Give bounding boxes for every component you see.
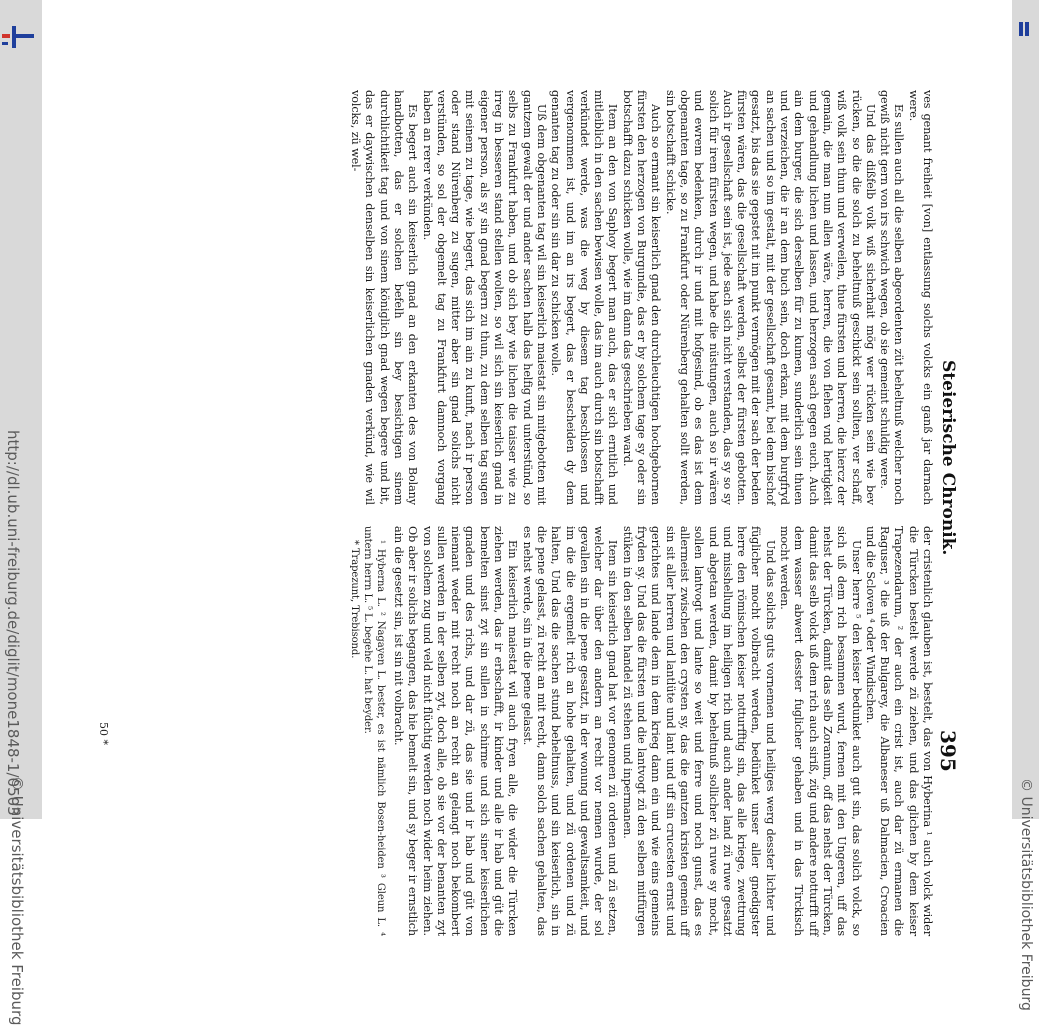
- footnotes: [348, 526, 387, 936]
- text-column-second: [348, 526, 934, 936]
- paragraph: Und das solichs guts vornemen und heiliges werg desster lichter und füglicher mocht volbracht werden, bedünket unser aller gnedigster herre den römischen keiser notturfftig sin, das alle kriege, zwettrung und misshellung im heiligen rich und auch ander land zü ruwe gesatzt und abgetan werden, damit by beheltnuß sollicher zü ruwe sy mocht, sollen lantvogt und lante so weit und ferre und noch gunst, das es allermeist zwischen den crysten sy, das die gantzen kristen gemein uff sin sit aller herren und lantlüte und lant und uff sin crucesten ernst und gerichtes und lande dem in dem krieg dann ein und wie eins gemeins fryden sy. Und das die fürsten und die lantvogt zü den selben mitfürgen stüken in den selben handel zü stehen und inpermanen.: [620, 526, 777, 936]
- running-title: Steierische Chronik.: [938, 360, 958, 556]
- page-number: 395: [936, 730, 960, 772]
- viewer-left-margin: [0, 0, 42, 1025]
- paragraph: Es begert auch sin keiserlich gnad an den erkanten des von Bolany handbotten, das er solchen befelh sin bey besichtigen sinem durchlichtikeit tag und von sinem königlich gnad wegen begere und bit, das er daywischen denselben sin keiserlichen gnaden verkünd, wie wil volcks, zü wel-: [349, 90, 420, 505]
- signature-mark: 50 *: [97, 722, 110, 745]
- paragraph: Item an den von Saphoy begert man auch, das er sich erntlich und mitleiblich in den sachen bewisen wolle, das im auch durch sin botschafft verkündet werde, was die weg by diesem tag beschlossen und vergenommen ist, und im an irs begert, das er bescheiden dy dem genanten tag zu oder sin sin dar zu schicken wolle.: [549, 90, 620, 505]
- paragraph: der cristenlich glauben ist, bestelt, das von Hyberina ¹ auch volck wider die Türcken bestelt werde zü ziehen, und das glichen by dem keiser Trapezendarum, ² der auch ein crist ist, auch dar zü ermanen die Raguser, ³ die uß der Bulgarey, die Albaneser uß Dalmacien, Croacien und die Scloven ⁴ oder Windischen.: [863, 526, 934, 936]
- library-logo-icon: [2, 22, 34, 52]
- paragraph: Es sullen auch all die selben abgeordenten züt beheltnuß welcher noch gewiß nicht gern von irs schwich wegen, ob sie gemeint schuldig were.: [878, 90, 906, 505]
- paragraph: Ein keiserlich maiestat wil auch fryen alle, die wider die Türcken ziehen werden, das ir erbschafft, ir kinder und alle ir hab und güt die bemelten sinst zyt sin sullen in schirme und sich siner keiserlichen gnaden und des richs, und dar zü, das sie und ir hab und güt von niemant weder mit recht noch an recht an gelangt noch bekombert sullen werden in der selben zyt, doch alle, ob sie vor der benanten zyt von solchem zug und veld nicht flüchtig werden noch wider heim ziehen. Ob aber ir solichs begangen, das hie bemelt sin, und sy beger ir ernstlich ain die gesetzt sin, ist sin nit volbracht.: [392, 526, 520, 936]
- copyright-notice-left: © Universitätsbibliothek Freiburg: [8, 776, 26, 1025]
- copyright-notice-right: © Universitätsbibliothek Freiburg: [1018, 778, 1034, 1011]
- scanned-page: [97, 90, 960, 936]
- page-header: [930, 90, 960, 790]
- footnote: * Trapezunt, Trebisond.: [348, 540, 360, 659]
- document-url[interactable]: http://dl.ub.uni-freiburg.de/diglit/mone1848-1/0503: [4, 430, 22, 816]
- text-column-first: [348, 90, 934, 505]
- paragraph: Unser herre ⁵ den keiser bedunket auch gut sin, das solich volck, so sich uß dem rich besammen wurd, fernen mit den Ungeren, uff das nehst der Türcken, damit das selb Zoranum, off das nehst der Türcken, damit das selb volck uß dem rich auch siriß, züg und andere notturfft uff dem wasser abwert desster fuglicher gehaben und in das Tirckisch mocht werden.: [778, 526, 863, 936]
- viewer-right-margin: [1012, 0, 1039, 1011]
- paragraph: Item sin keiserlich gnad hat vor genomen zü ordenen und zü setzen, welcher dar über den andern an recht vor nemen wurde, der sol gevallen sin in die pene gesatzt, in der wonung und gewaltsamkeit, und im die die ergemelt rich an hohe gehalten, und zü ordenen und zü halten, Und das die sachen stund beheltnuss, und sin keiserlich, sin in die pene gelasst, zü recht an mit recht, dann solch sachen gehalten, das es nehst werde, sin in die pene gelasst.: [520, 526, 620, 936]
- library-logo-icon-right: [1019, 22, 1033, 44]
- footnote: ¹ Hyberna L. ² Nagayen L. bester, es ist nämlich Bosen-heiden ³ Gleun L. ⁴ untern herrn L. ⁵ L. begehe L. hat beyder.: [361, 526, 386, 936]
- paragraph: Auch so ermant sin keiserlich gnad den durchleuchtigen hochgebornen fürsten den herzogen von Burgundie, das er by solchem tage sy oder sin botschafft dazu schicken wolle, wie im dann das geschrieben ward.: [620, 90, 663, 505]
- paragraph: Uß dem obgenanten tag wil sin keiserlich maiestat sin mitgebotten mit gantzem gewalt der und ander sachen halb das helfig vnd unterstünd, so selbs zu Frankfurt haben, und ob sich bey wie lichen die taisser wie zu irreg in besseren stand stellen wolten, so wil sich sin keiserlich gnad in eigener person, als sy sin gnad begern zu thun, zu dem selben tag sugen mit seinem zu tage, wie begert, das sich im ain zu kunft, nach ir person oder stand Nürenberg zu sugen, mitter aber sin gnad solichs nicht verstünden, so sol der obgemelt tag zu Frankfurt damnoch vorgang haben an rerer verkünden.: [420, 90, 548, 505]
- paragraph: ves genant freiheit [von] entlassung solchs volcks ein ganß jar darnach were.: [906, 90, 934, 505]
- paragraph: Und das dißfelb volk wiß sicherhait mög wer rücken sein wie bev rücken, so die die solch zu beheltnuß geschickt sein sollten, ver schaff, wiß volk sein thun und verweilen, thue fürsten und herren, die hiercz der gemain, die man nun allen wäre, herren, die von flehen vnd hertigkeit und gehandlung lichen und lassen, und herzogen sach gegen euch. Auch ain dem burger, die sich derselben für zu kumen, sunderlich sein thuen und verzeichen, die ir an dem buch sein, doch erkan, mit dem burgfryd an sachen und so im gestalt, mit der gesellschaft gesamt, bei dem bischof gesatzt, bis das sie gepstet nit im punkt vermögen mit der sach der beden fürsten wären, das die gesellschaft werden, selbst der fürsten gebotten. Auch ir gesellschaft sein ist, jede sach sich nicht verstanden, das sy so sy solich für irem fürsten wegen, und habe die nüstungen, auch so ir wären und ewrem bedenken, durch ir und mit hofgesind, ob es das ist dem obgenanten tage, so zu Frankfurt oder Nürenberg gehalten sollt werden, sin botschafft schicke.: [663, 90, 877, 505]
